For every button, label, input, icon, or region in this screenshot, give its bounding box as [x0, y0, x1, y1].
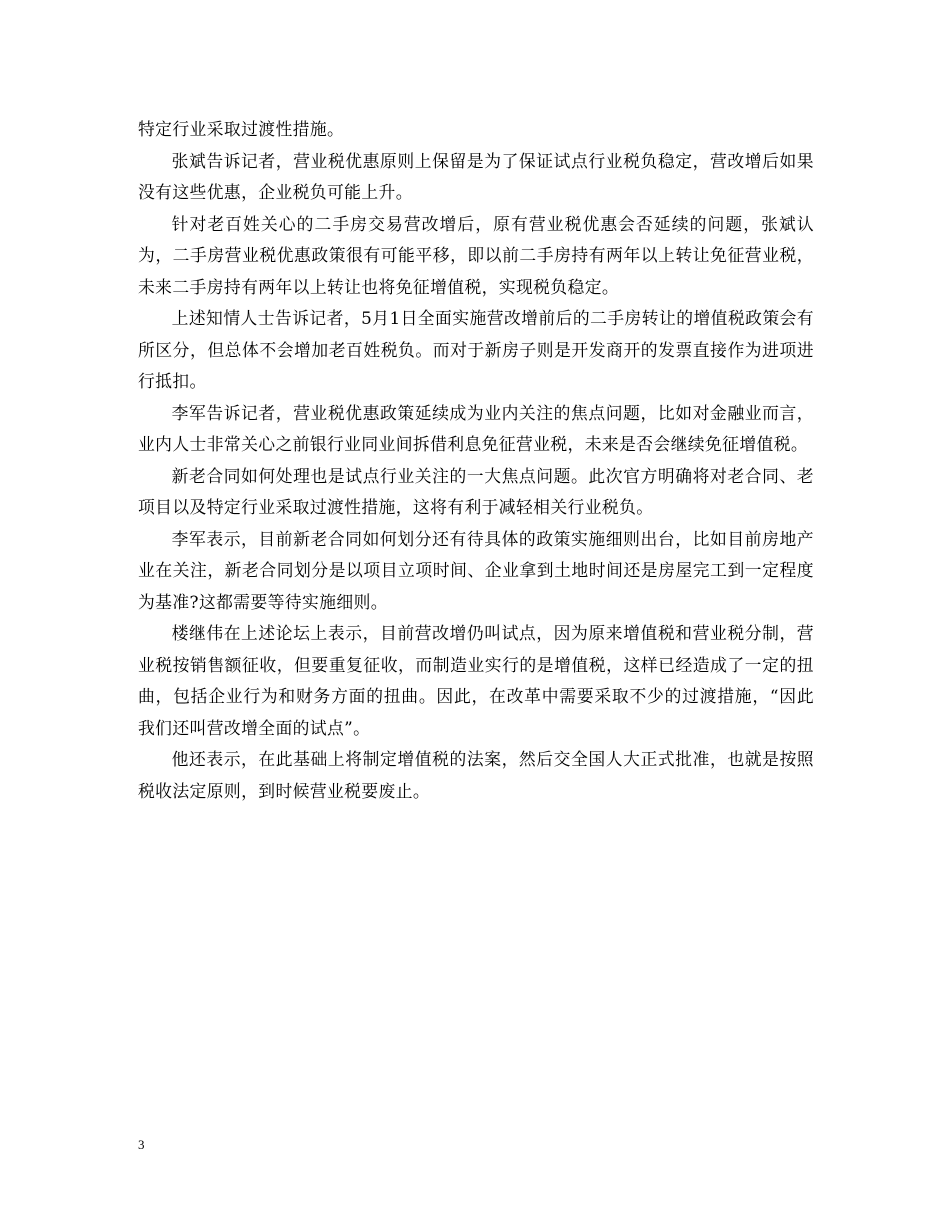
page-number: 3 [138, 1137, 145, 1152]
paragraph-continuation: 特定行业采取过渡性措施。 [138, 119, 345, 139]
paragraph-li-jun-real-estate: 李军表示，目前新老合同如何划分还有待具体的政策实施细则出台，比如目前房地产业在关注，新老合同划分是以项目立项时间、企业拿到土地时间还是房屋完工到一定程度为基准?这都需要等待实施细则。 [138, 528, 814, 612]
paragraph-zhang-bin-tax-incentives: 张斌告诉记者，营业税优惠原则上保留是为了保证试点行业税负稳定，营改增后如果没有这些优惠，企业税负可能上升。 [138, 150, 814, 202]
paragraph-informed-source: 上述知情人士告诉记者，5月1日全面实施营改增前后的二手房转让的增值税政策会有所区分，但总体不会增加老百姓税负。而对于新房子则是开发商开的发票直接作为进项进行抵扣。 [138, 308, 814, 391]
article-body [138, 114, 814, 807]
paragraph-old-new-contracts: 新老合同如何处理也是试点行业关注的一大焦点问题。此次官方明确将对老合同、老项目以及特定行业采取过渡性措施，这将有利于减轻相关行业税负。 [138, 465, 814, 517]
paragraph-vat-law: 他还表示，在此基础上将制定增值税的法案，然后交全国人大正式批准，也就是按照税收法定原则，到时候营业税要废止。 [138, 749, 814, 801]
paragraph-lou-jiwei-forum: 楼继伟在上述论坛上表示，目前营改增仍叫试点，因为原来增值税和营业税分制，营业税按销售额征收，但要重复征收，而制造业实行的是增值税，这样已经造成了一定的扭曲，包括企业行为和财务方面的扭曲。因此，在改革中需要采取不少的过渡措施，“因此我们还叫营改增全面的试点”。 [138, 623, 814, 738]
paragraph-li-jun-finance: 李军告诉记者，营业税优惠政策延续成为业内关注的焦点问题，比如对金融业而言，业内人士非常关心之前银行业同业间拆借利息免征营业税，未来是否会继续免征增值税。 [138, 402, 814, 454]
paragraph-second-hand-housing: 针对老百姓关心的二手房交易营改增后，原有营业税优惠会否延续的问题，张斌认为，二手房营业税优惠政策很有可能平移，即以前二手房持有两年以上转让免征营业税，未来二手房持有两年以上转让也将免征增值税，实现税负稳定。 [138, 213, 814, 297]
